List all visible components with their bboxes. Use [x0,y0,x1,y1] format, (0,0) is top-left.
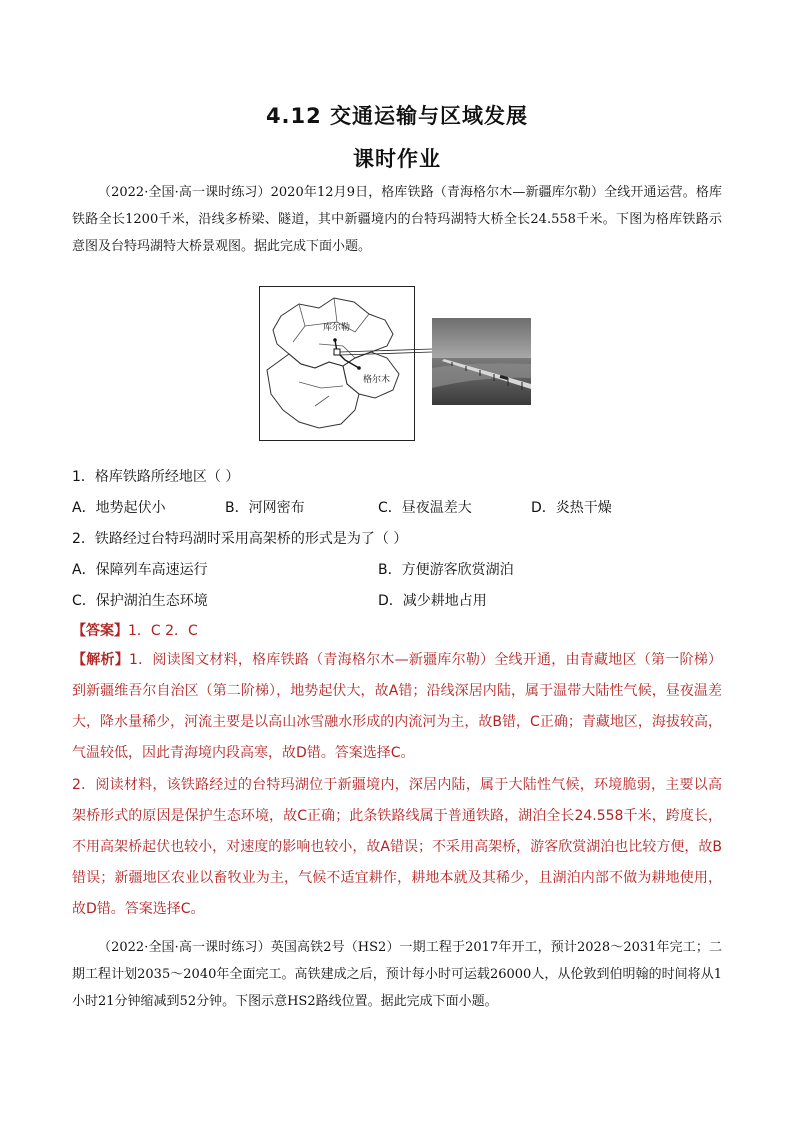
intro-paragraph-2: （2022·全国·高一课时练习）英国高铁2号（HS2）一期工程于2017年开工，预计2028～2031年完工；二期工程计划2035～2040年全面完工。高铁建成之后，预计每小时可运载26000人，从伦敦到伯明翰的时间将从1小时21分钟缩减到52分钟。下图示意HS2路线位置。据此完成下面小题。 [72,940,722,1009]
page-subtitle: 课时作业 [353,147,441,171]
analysis-text-1: 1．阅读图文材料，格库铁路（青海格尔木—新疆库尔勒）全线开通，由青藏地区（第一阶梯）到新疆维吾尔自治区（第二阶梯），地势起伏大，故A错；沿线深居内陆，属于温带大陆性气候，昼夜温差大，降水量稀少，河流主要是以高山冰雪融水形成的内流河为主，故B错，C正确；青藏地区，海拔较高，气温较低，因此青海境内段高寒，故D错。答案选择C。 [72,652,723,761]
q1-option-a[interactable]: A．地势起伏小 [72,500,166,516]
q2-option-b[interactable]: B．方便游客欣赏湖泊 [378,562,514,578]
question-1-stem: 1．格库铁路所经地区（ ） [72,469,240,485]
page-title: 4.12 交通运输与区域发展 [265,104,529,128]
analysis-paragraph-1 [72,645,722,769]
bridge-location-marker [334,349,340,355]
q1-option-b[interactable]: B．河网密布 [225,500,305,516]
answer-line [72,620,198,640]
q1-option-d[interactable]: D．炎热干燥 [531,500,612,516]
q1-option-c[interactable]: C．昼夜温差大 [378,500,472,516]
map-label-geermu: 格尔木 [363,375,391,385]
analysis-tag: 【解析】 [72,652,129,668]
answer-tag: 【答案】 [72,623,128,639]
answer-text: 1．C 2．C [128,623,198,639]
geermu-point [357,366,361,370]
question-2-stem: 2．铁路经过台特玛湖时采用高架桥的形式是为了（ ） [72,531,408,547]
analysis-paragraph-2: 2．阅读材料，该铁路经过的台特玛湖位于新疆境内，深居内陆，属于大陆性气候，环境脆弱，主要以高架桥形式的原因是保护生态环境，故C正确；此条铁路线属于普通铁路，湖泊全长24.558千米，跨度长，不用高架桥起伏也较小，对速度的影响也较小，故A错误；不采用高架桥，游客欣赏湖泊也比较方便，故B错误；新疆地区农业以畜牧业为主，气候不适宜耕作，耕地本就及其稀少，且湖泊内部不做为耕地使用，故D错。答案选择C。 [72,777,722,917]
q2-option-a[interactable]: A．保障列车高速运行 [72,562,208,578]
bridge-photo [432,318,531,405]
railway-map-figure [259,286,415,441]
map-label-kuerle: 库尔勒 [323,323,351,333]
q2-option-c[interactable]: C．保护湖泊生态环境 [72,593,208,609]
intro-paragraph-1: （2022·全国·高一课时练习）2020年12月9日，格库铁路（青海格尔木—新疆库尔勒）全线开通运营。格库铁路全长1200千米，沿线多桥梁、隧道，其中新疆境内的台特玛湖特大桥全长24.558千米。下图为格库铁路示意图及台特玛湖特大桥景观图。据此完成下面小题。 [72,185,722,254]
q2-option-d[interactable]: D．减少耕地占用 [378,593,487,609]
kuerle-point [333,338,337,342]
